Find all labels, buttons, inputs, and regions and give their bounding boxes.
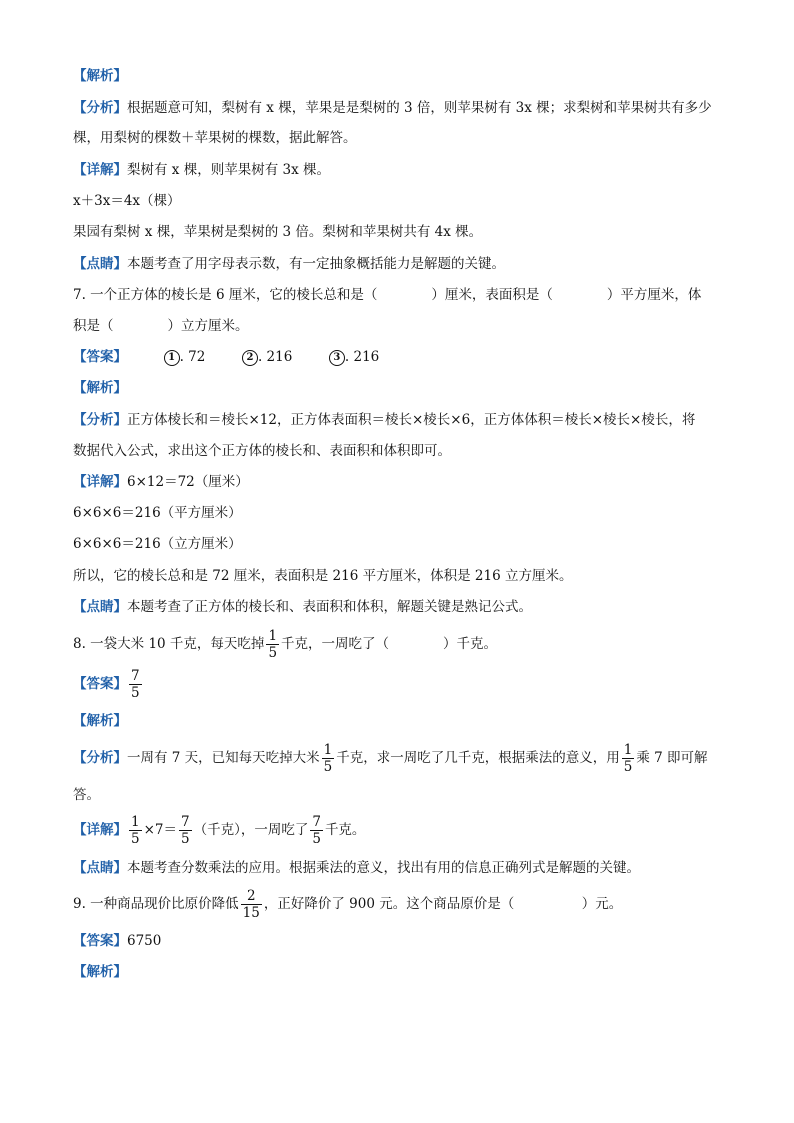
fenxi-tag: 【分析】 <box>73 412 127 428</box>
question-7-line2: 积是（ ）立方厘米。 <box>73 318 249 334</box>
fraction-denominator: 5 <box>181 831 190 847</box>
analysis-paragraph <box>73 98 734 118</box>
fraction-numerator: 7 <box>181 814 190 830</box>
answer-tag: 【答案】 <box>73 349 127 365</box>
dianjing-text: 本题考查分数乘法的应用。根据乘法的意义，找出有用的信息正确列式是解题的关键。 <box>127 860 640 876</box>
answer-9 <box>73 931 734 951</box>
fraction <box>266 628 279 661</box>
conclusion: 所以，它的棱长总和是 72 厘米，表面积是 216 平方厘米，体积是 216 立方厘米。 <box>73 568 573 584</box>
xiangjie-tag: 【详解】 <box>73 822 127 838</box>
analysis-paragraph <box>73 410 734 430</box>
fraction <box>622 742 635 775</box>
fraction-denominator: 5 <box>131 831 140 847</box>
dianjing-text: 本题考查了用字母表示数，有一定抽象概括能力是解题的关键。 <box>127 256 505 272</box>
jiexi-heading: 【解析】 <box>73 68 127 84</box>
xiangjie-text: 6×12＝72（厘米） <box>127 474 249 490</box>
detail-paragraph <box>73 160 734 180</box>
fraction-denominator: 5 <box>268 645 278 661</box>
answer-tag: 【答案】 <box>73 676 127 692</box>
xiangjie-text: 梨树有 x 棵，则苹果树有 3x 棵。 <box>127 162 330 178</box>
question-9 <box>73 886 734 922</box>
answer-value: . 216 <box>344 349 380 365</box>
answer-value: . 72 <box>179 349 206 365</box>
fraction-numerator: 1 <box>268 628 278 644</box>
answer-fraction <box>129 668 142 701</box>
question-text: 9. 一种商品现价比原价降低 <box>73 896 239 912</box>
fenxi-text: 根据题意可知，梨树有 x 棵，苹果是是梨树的 3 倍，则苹果树有 3x 棵；求梨树和苹果树共有多少 <box>127 100 712 116</box>
detail-text: （千克），一周吃了 <box>193 822 309 838</box>
fraction-denominator: 15 <box>242 905 260 921</box>
question-text: ，正好降价了 900 元。这个商品原价是（ ）元。 <box>263 896 623 912</box>
jiexi-heading: 【解析】 <box>73 964 127 980</box>
fraction-numerator: 1 <box>623 742 633 758</box>
question-8 <box>73 626 734 662</box>
conclusion: 果园有梨树 x 棵，苹果树是梨树的 3 倍。梨树和苹果树共有 4x 棵。 <box>73 224 483 240</box>
fraction-numerator: 1 <box>131 814 140 830</box>
fraction-numerator: 7 <box>131 668 140 684</box>
fraction <box>310 814 323 847</box>
fenxi-tag: 【分析】 <box>73 100 127 116</box>
fenxi-text: 千克，求一周吃了几千克，根据乘法的意义，用 <box>336 750 620 766</box>
jiexi-heading: 【解析】 <box>73 380 127 396</box>
fraction-denominator: 5 <box>131 685 140 701</box>
detail-text: 千克。 <box>324 822 366 838</box>
dianjing-tag: 【点睛】 <box>73 599 127 615</box>
dianjing-tag: 【点睛】 <box>73 860 127 876</box>
fraction-denominator: 5 <box>312 831 321 847</box>
analysis-paragraph <box>73 740 734 776</box>
fenxi-text: 正方体棱长和＝棱长×12，正方体表面积＝棱长×棱长×6，正方体体积＝棱长×棱长×棱长，将 <box>127 412 696 428</box>
answer-value: . 216 <box>257 349 293 365</box>
fenxi-text-line2: 数据代入公式，求出这个正方体的棱长和、表面积和体积即可。 <box>73 443 451 459</box>
remark-paragraph <box>73 858 734 878</box>
equation: x＋3x＝4x（棵） <box>73 193 181 209</box>
detail-paragraph <box>73 812 734 848</box>
fraction-numerator: 7 <box>312 814 321 830</box>
fenxi-text-line2: 答。 <box>73 787 100 803</box>
xiangjie-tag: 【详解】 <box>73 474 127 490</box>
fenxi-text: 乘 7 即可解 <box>636 750 708 766</box>
answer-8 <box>73 666 734 702</box>
answer-value: 6750 <box>127 933 162 949</box>
question-7: 7. 一个正方体的棱长是 6 厘米，它的棱长总和是（ ）厘米，表面积是（ ）平方厘米，体 <box>73 287 702 303</box>
xiangjie-tag: 【详解】 <box>73 162 127 178</box>
fraction-denominator: 5 <box>623 759 633 775</box>
fraction <box>179 814 192 847</box>
fenxi-text: 一周有 7 天，已知每天吃掉大米 <box>127 750 320 766</box>
dianjing-text: 本题考查了正方体的棱长和、表面积和体积，解题关键是熟记公式。 <box>127 599 532 615</box>
detail-text: ×7＝ <box>143 822 177 838</box>
fraction <box>322 742 335 775</box>
detail-paragraph <box>73 472 734 492</box>
dianjing-tag: 【点睛】 <box>73 256 127 272</box>
fraction <box>241 888 262 921</box>
circled-number-2: 2 <box>242 350 258 366</box>
remark-paragraph <box>73 254 734 274</box>
fraction-denominator: 5 <box>323 759 333 775</box>
fraction <box>129 814 142 847</box>
fraction-numerator: 2 <box>241 888 262 905</box>
equation: 6×6×6＝216（平方厘米） <box>73 505 242 521</box>
circled-number-3: 3 <box>329 350 345 366</box>
question-text: 8. 一袋大米 10 千克，每天吃掉 <box>73 636 265 652</box>
fraction-numerator: 1 <box>323 742 333 758</box>
jiexi-heading: 【解析】 <box>73 713 127 729</box>
fenxi-text-line2: 棵，用梨树的棵数＋苹果树的棵数，据此解答。 <box>73 130 357 146</box>
remark-paragraph <box>73 597 734 617</box>
equation: 6×6×6＝216（立方厘米） <box>73 536 242 552</box>
fenxi-tag: 【分析】 <box>73 750 127 766</box>
question-text: 千克，一周吃了（ ）千克。 <box>281 636 498 652</box>
answer-tag: 【答案】 <box>73 933 127 949</box>
circled-number-1: 1 <box>164 350 180 366</box>
answer-7 <box>73 347 734 367</box>
